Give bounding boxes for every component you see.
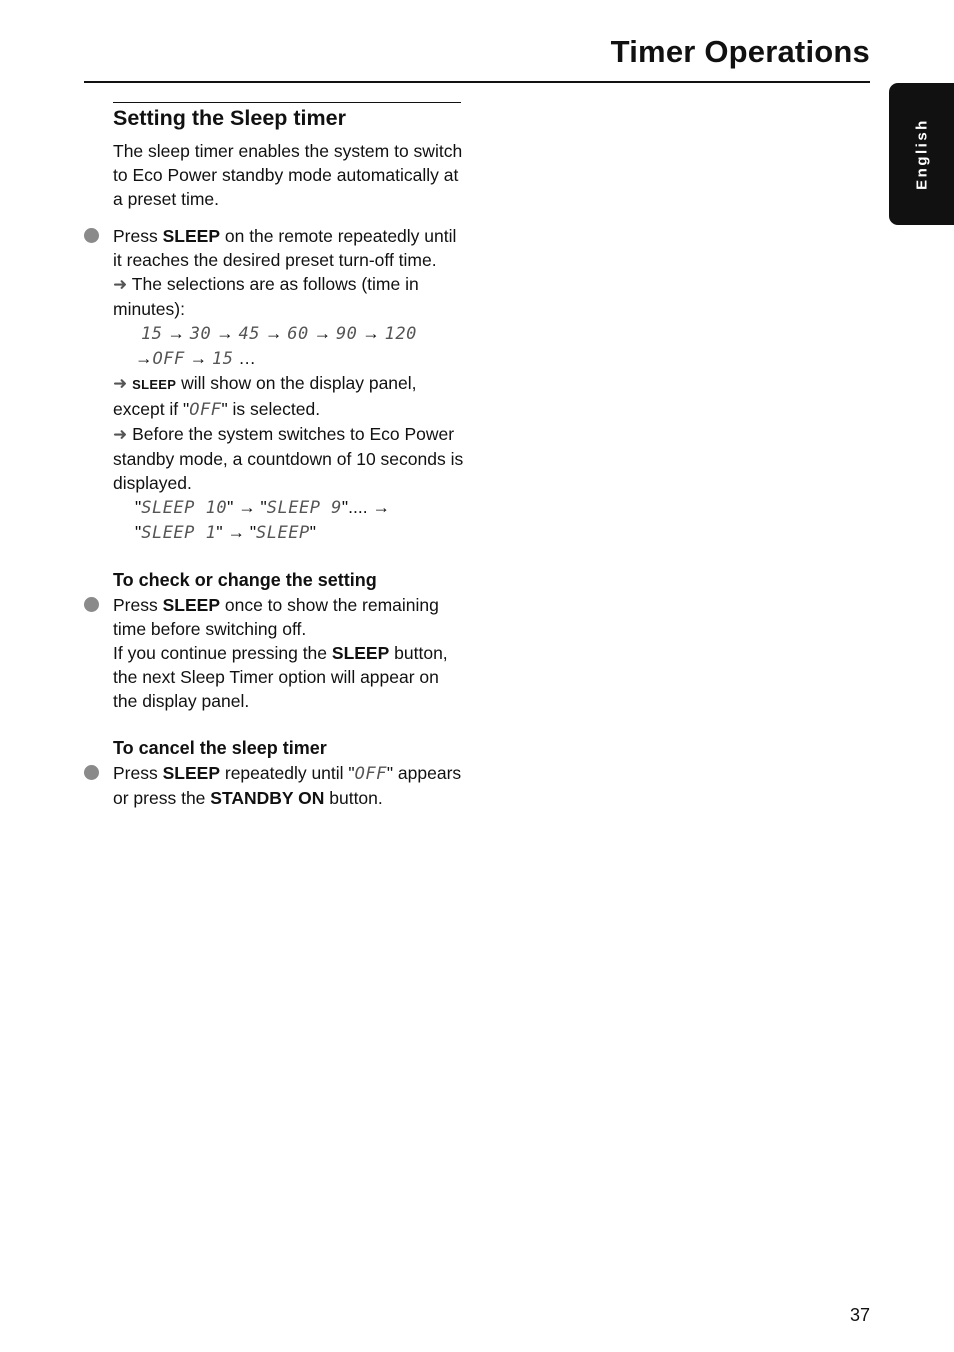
language-tab-label: English xyxy=(913,118,930,190)
step-set-sleep xyxy=(113,224,465,545)
cancel-heading: To cancel the sleep timer xyxy=(113,738,327,758)
title-rule xyxy=(84,81,870,83)
step-cancel-text: Press SLEEP repeatedly until "OFF" appears or press the STANDBY ON button. xyxy=(113,763,462,808)
seq-arrow-icon: → xyxy=(362,323,380,343)
seq-value: 45 xyxy=(238,324,260,344)
sleep-key-label: SLEEP xyxy=(162,595,220,615)
seq-value: 120 xyxy=(384,324,417,344)
seq-value: 15 xyxy=(211,349,234,369)
section-rule xyxy=(113,102,461,103)
bullet-icon xyxy=(84,597,99,612)
intro-paragraph: The sleep timer enables the system to switch to Eco Power standby mode automatically at a preset time. xyxy=(113,141,463,209)
result-arrow-icon: ➜ xyxy=(113,275,128,294)
seq-value: 15 xyxy=(141,324,163,344)
off-display: OFF xyxy=(189,400,222,420)
check-heading: To check or change the setting xyxy=(113,570,377,590)
page-title: Timer Operations xyxy=(610,34,870,69)
bullet-icon xyxy=(84,228,99,243)
page-number: 37 xyxy=(849,1305,870,1325)
step-set-sleep-text: Press SLEEP on the remote repeatedly until it reaches the desired preset turn-off time. xyxy=(113,226,457,270)
seq-arrow-icon: → xyxy=(227,522,245,542)
selections-result: ➜ The selections are as follows (time in minutes): xyxy=(113,274,419,319)
section-heading: Setting the Sleep timer xyxy=(113,106,346,130)
seq-arrow-icon: → xyxy=(189,348,208,368)
seq-arrow-icon: → xyxy=(216,323,234,343)
result-arrow-icon: ➜ xyxy=(113,425,128,444)
seq-arrow-icon: → xyxy=(264,323,283,343)
step-cancel xyxy=(113,761,465,810)
sequence-line-1 xyxy=(113,321,465,346)
seq-arrow-icon: → xyxy=(135,348,153,368)
step-check xyxy=(113,593,465,713)
seq-arrow-icon: → xyxy=(372,497,390,517)
sequence-line-2 xyxy=(113,346,465,371)
standby-key-label: STANDBY ON xyxy=(210,788,325,808)
indicator-result: ➜ SLEEP will show on the display panel, except if "OFF" is selected. xyxy=(113,373,417,420)
seq-arrow-icon: → xyxy=(238,497,256,517)
seq-arrow-icon: → xyxy=(313,323,332,343)
off-display: OFF xyxy=(354,764,387,784)
countdown-line-1: "SLEEP 10" → "SLEEP 9".... → xyxy=(135,497,390,518)
seq-value: 30 xyxy=(189,324,212,344)
sleep-indicator-label: SLEEP xyxy=(132,377,177,392)
countdown-value: SLEEP 10 xyxy=(141,498,228,518)
countdown-line-2: "SLEEP 1" → "SLEEP" xyxy=(135,522,316,543)
countdown-value: SLEEP 9 xyxy=(266,498,342,518)
countdown-value: SLEEP xyxy=(256,523,310,543)
countdown-result: ➜ Before the system switches to Eco Power standby mode, a countdown of 10 seconds is displayed. xyxy=(113,424,464,493)
bullet-icon xyxy=(84,765,99,780)
seq-value: 90 xyxy=(335,324,358,344)
step-check-continue: If you continue pressing the SLEEP button, the next Sleep Timer option will appear on the display panel. xyxy=(113,643,448,711)
seq-value: OFF xyxy=(152,349,185,369)
seq-ellipsis: … xyxy=(238,348,256,368)
main-content xyxy=(113,105,465,810)
seq-arrow-icon: → xyxy=(167,323,185,343)
result-arrow-icon: ➜ xyxy=(113,374,128,393)
countdown-value: SLEEP 1 xyxy=(141,523,217,543)
seq-value: 60 xyxy=(287,324,309,344)
step-check-text: Press SLEEP once to show the remaining time before switching off. xyxy=(113,595,439,639)
language-tab xyxy=(889,83,954,225)
sleep-key-label: SLEEP xyxy=(331,643,390,663)
sleep-key-label: SLEEP xyxy=(162,226,220,246)
sleep-key-label: SLEEP xyxy=(162,763,220,783)
